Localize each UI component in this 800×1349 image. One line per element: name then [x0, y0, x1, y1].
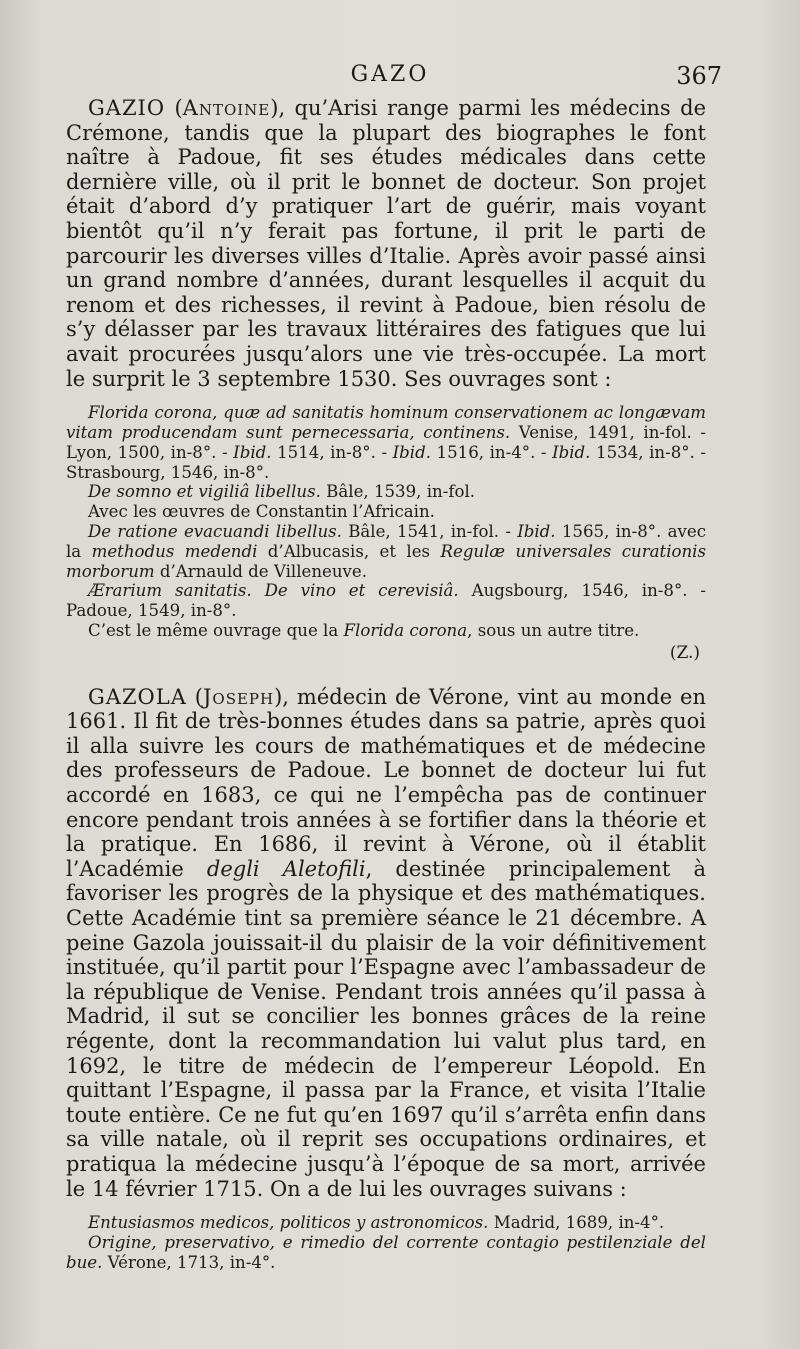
- work-item: [66, 1233, 706, 1273]
- work-related-title: Regulæ universales curationis morborum: [66, 541, 707, 581]
- entry-body: , destinée principalement à favoriser les progrès de la physique et des mathématiques. Cette Académie tint sa première séance le 21 décembre. A peine Gazola jouissait-il du plaisir de la voir définitivement instituée, qu’il partit pour l’Espagne avec l’ambassadeur de la république de Venise. Pendant trois années qu’il passa à Madrid, il sut se concilier les bonnes grâces de la reine régente, dont la recommandation lui valut plus tard, en 1692, le titre de médecin de l’empereur Léopold. En quittant l’Espagne, il passa par la France, et visita l’Italie toute entière. Ce ne fut qu’en 1697 qu’il s’arrêta enfin dans sa ville natale, où il reprit ses occupations ordinaires, et pratiqua la médecine jusqu’à l’époque de sa mort, arrivée le 14 février 1715. On a de lui les ouvrages suivans :: [66, 856, 706, 1201]
- work-details: Vérone, 1713, in-4°.: [102, 1252, 276, 1272]
- entry-name: GAZOLA: [88, 684, 187, 709]
- work-title: Ærarium sanitatis. De vino et cerevisiâ.: [88, 581, 459, 601]
- work-details: d’Albucasis, et les: [257, 541, 441, 561]
- entry-gazio: [66, 96, 706, 663]
- work-details: Bâle, 1539, in-fol.: [320, 482, 476, 502]
- work-title: De ratione evacuandi libellus.: [88, 521, 342, 541]
- work-item: [66, 403, 706, 482]
- running-header: [70, 62, 722, 96]
- page-content: [66, 96, 706, 1273]
- works-list: [66, 1213, 706, 1272]
- work-title: Florida corona, quæ ad sanitatis hominum conservationem ac longævam vitam producendam sunt pernecessaria, continens.: [66, 403, 706, 442]
- entry-text: GAZIO (Antoine), qu’Arisi range parmi les médecins de Crémone, tandis que la plupart des biographes le font naître à Padoue, fit ses études médicales dans cette dernière ville, où il prit le bonnet de docteur. Son projet était d’abord d’y pratiquer l’art de guérir, mais voyant bientôt qu’il n’y ferait pas fortune, il prit le parti de parcourir les diverses villes d’Italie. Après avoir passé ainsi un grand nombre d’années, durant lesquelles il acquit du renom et des richesses, il revint à Padoue, bien résolu de s’y délasser par les travaux littéraires des fatigues que lui avait procurées jusqu’alors une vie très-occupée. La mort le surprit le 3 septembre 1530. Ses ouvrages sont :: [66, 96, 706, 391]
- work-ibid: Ibid.: [552, 442, 591, 462]
- entry-text: GAZOLA (Joseph), médecin de Vérone, vint au monde en 1661. Il fit de très-bonnes études dans sa patrie, après quoi il alla suivre les cours de mathématiques et de médecine des professeurs de Padoue. Le bonnet de docteur lui fut accordé en 1683, ce qui ne l’empêcha pas de continuer encore pendant trois années à se fortifier dans la théorie et la pratique. En 1686, il revint à Vérone, où il établit l’Académie degli Aletofili, destinée principalement à favoriser les progrès de la physique et des mathématiques. Cette Académie tint sa première séance le 21 décembre. A peine Gazola jouissait-il du plaisir de la voir définitivement instituée, qu’il partit pour l’Espagne avec l’ambassadeur de la république de Venise. Pendant trois années qu’il passa à Madrid, il sut se concilier les bonnes grâces de la reine régente, dont la recommandation lui valut plus tard, en 1692, le titre de médecin de l’empereur Léopold. En quittant l’Espagne, il passa par la France, et visita l’Italie toute entière. Ce ne fut qu’en 1697 qu’il s’arrêta enfin dans sa ville natale, où il reprit ses occupations ordinaires, et pratiqua la médecine jusqu’à l’époque de sa mort, arrivée le 14 février 1715. On a de lui les ouvrages suivans :: [66, 684, 706, 1201]
- academy-name: degli Aletofili: [206, 856, 366, 881]
- works-list: [66, 403, 706, 641]
- work-note: [66, 621, 706, 641]
- work-details: Augsbourg, 1546, in-8°. - Padoue, 1549, in-8°.: [66, 581, 706, 621]
- work-details: Madrid, 1689, in-4°.: [488, 1213, 665, 1233]
- work-title: De somno et vigiliâ libellus.: [88, 482, 321, 502]
- entry-forename: Antoine: [182, 96, 271, 120]
- work-note-text: Avec les œuvres de Constantin l’Africain.: [88, 502, 435, 522]
- work-item: [66, 522, 706, 581]
- work-ibid: Ibid.: [233, 442, 272, 462]
- work-details: Bâle, 1541, in-fol. -: [341, 521, 518, 541]
- author-signature: (Z.): [669, 642, 700, 663]
- entry-gazola: [66, 685, 706, 1273]
- work-details: 1514, in-8°. -: [271, 442, 393, 462]
- work-details: 1516, in-4°. -: [431, 442, 553, 462]
- entry-name: GAZIO: [88, 96, 166, 120]
- work-details: 1534, in-8°. - Strasbourg, 1546, in-8°.: [66, 442, 706, 482]
- page-number: 367: [676, 62, 722, 90]
- work-title: Entusiasmos medicos, politicos y astronomicos.: [88, 1213, 489, 1233]
- entry-forename: Joseph: [202, 684, 275, 709]
- work-title: Florida corona: [343, 620, 468, 640]
- work-details: , sous un autre titre.: [467, 620, 640, 640]
- work-note: [66, 502, 706, 522]
- work-note-text: C’est le même ouvrage que la: [88, 620, 344, 640]
- work-ibid: Ibid.: [392, 442, 431, 462]
- work-related-title: methodus medendi: [91, 541, 258, 561]
- work-item: [66, 482, 706, 502]
- work-details: d’Arnauld de Villeneuve.: [154, 561, 367, 581]
- entry-body: qu’Arisi range parmi les médecins de Crémone, tandis que la plupart des biographes le font naître à Padoue, fit ses études médicales dans cette dernière ville, où il prit le bonnet de docteur. Son projet était d’abord d’y pratiquer l’art de guérir, mais voyant bientôt qu’il n’y ferait pas fortune, il prit le parti de parcourir les diverses villes d’Italie. Après avoir passé ainsi un grand nombre d’années, durant lesquelles il acquit du renom et des richesses, il revint à Padoue, bien résolu de s’y délasser par les travaux littéraires des fatigues que lui avait procurées jusqu’alors une vie très-occupée. La mort le surprit le 3 septembre 1530. Ses ouvrages sont :: [66, 96, 706, 391]
- work-item: [66, 581, 706, 621]
- running-title: GAZO: [350, 62, 430, 87]
- work-title: Origine, preservativo, e rimedio del corrente contagio pestilenziale del bue.: [66, 1232, 706, 1272]
- work-details: Venise, 1491, in-fol. - Lyon, 1500, in-8°. -: [66, 422, 706, 462]
- entry-body: médecin de Vérone, vint au monde en 1661. Il fit de très-bonnes études dans sa patrie, après quoi il alla suivre les cours de mathématiques et de médecine des professeurs de Padoue. Le bonnet de docteur lui fut accordé en 1683, ce qui ne l’empêcha pas de continuer encore pendant trois années à se fortifier dans la théorie et la pratique. En 1686, il revint à Vérone, où il établit l’Académie: [66, 684, 706, 881]
- entry-gap: [66, 663, 706, 685]
- work-details: 1565, in-8°. avec la: [66, 521, 706, 561]
- work-ibid: Ibid.: [517, 521, 556, 541]
- work-item: [66, 1213, 706, 1233]
